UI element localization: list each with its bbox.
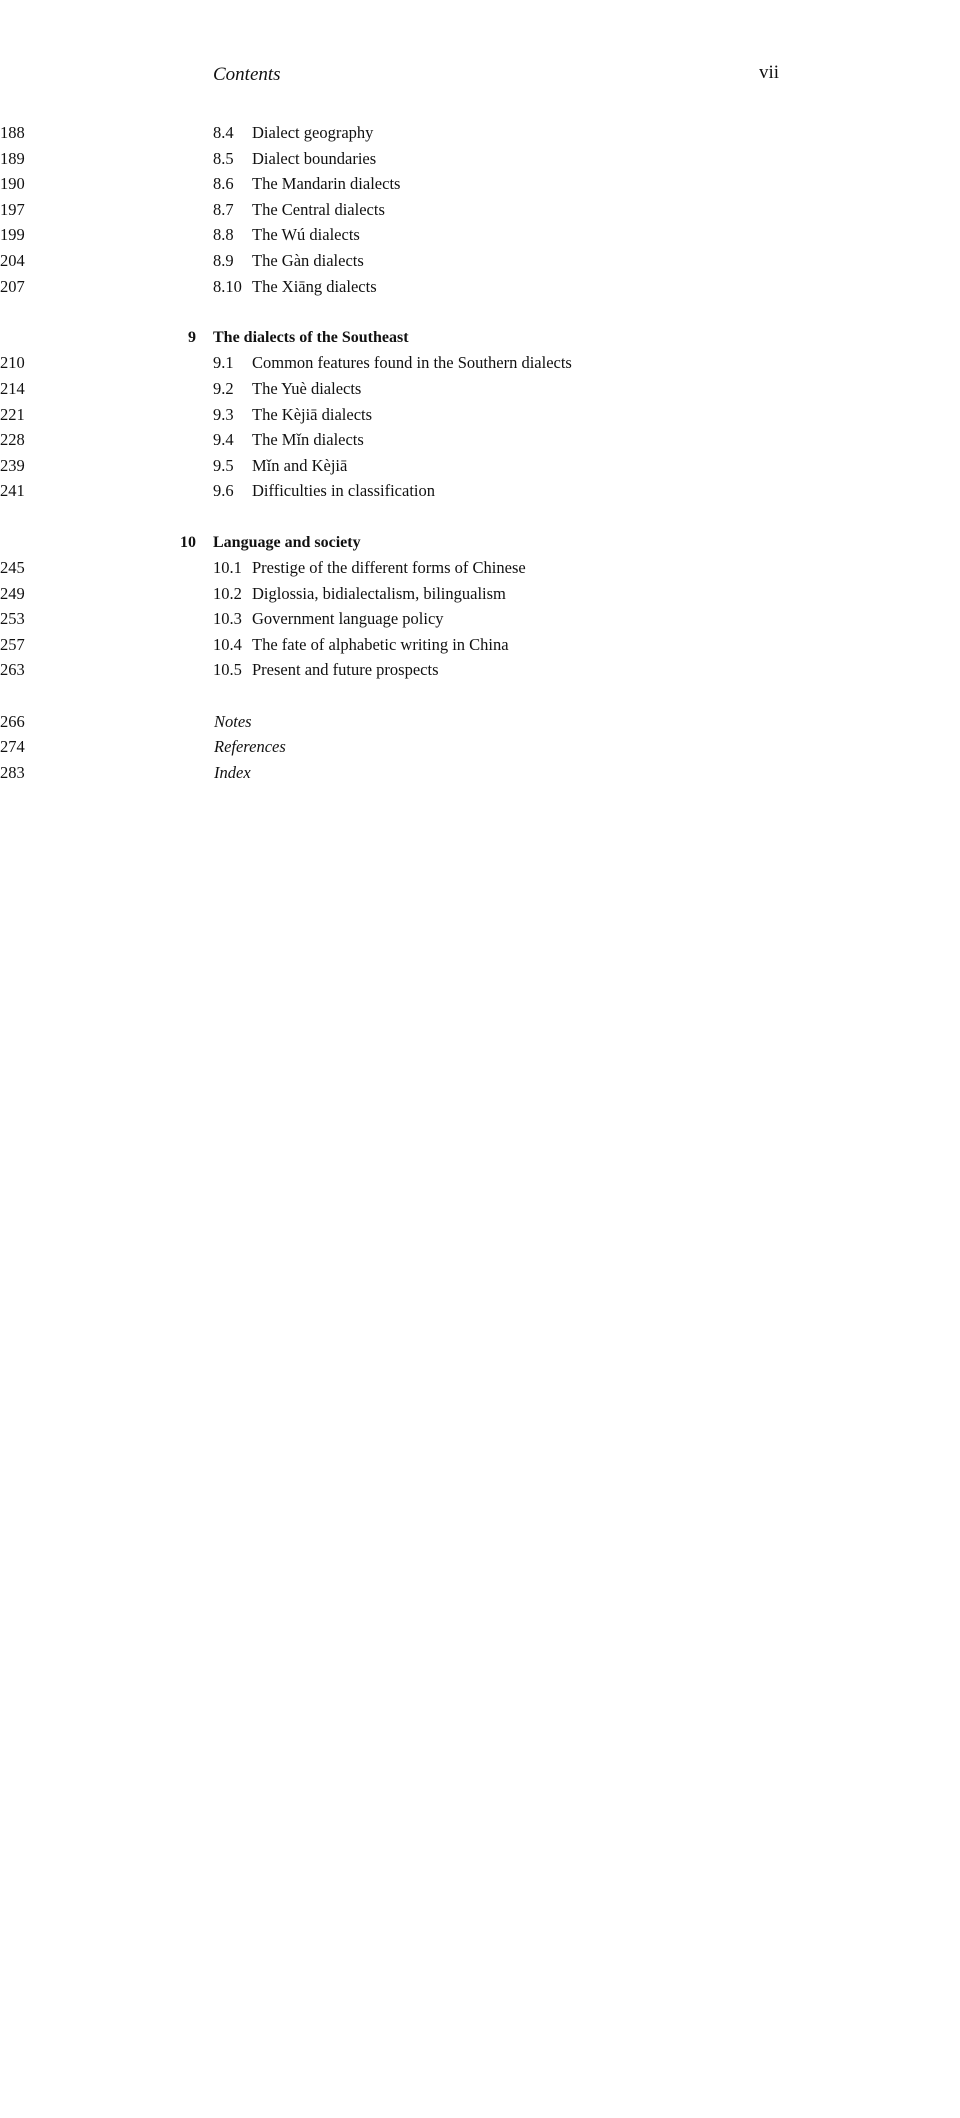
chapter-number: 10 [180,533,196,551]
entry-page: 239 [0,455,25,475]
entry-page: 188 [0,123,25,142]
entry-number: 9.6 [213,481,234,501]
running-page-number: vii [758,62,779,83]
toc-entry [0,402,960,428]
entry-number: 9.4 [213,430,234,450]
back-matter-entry [0,760,960,786]
entry-number: 10.3 [213,609,242,629]
toc-entry [0,146,960,172]
entry-page: 197 [0,199,25,219]
entry-number: 10.5 [213,660,242,680]
entry-title: Notes [214,711,252,731]
entry-number: 9.5 [213,455,234,475]
entry-page: 210 [0,353,25,373]
toc-entry [0,555,960,581]
entry-title: Common features found in the Southern dialects [252,353,572,373]
entry-page: 207 [0,276,25,296]
entry-number: 8.4 [213,123,234,142]
toc-entry [0,478,960,504]
chapter-number: 9 [188,328,196,346]
entry-page: 263 [0,660,25,680]
entry-page: 241 [0,481,25,501]
toc-entry [0,632,960,658]
entry-page: 228 [0,430,25,450]
chapter-title: Language and society [213,533,361,551]
entry-title: Present and future prospects [252,660,439,680]
table-of-contents [0,120,960,785]
entry-page: 266 [0,711,25,731]
entry-title: Prestige of the different forms of Chinese [252,558,526,578]
entry-number: 8.7 [213,199,234,219]
entry-title: Index [214,762,251,782]
entry-number: 9.1 [213,353,234,373]
running-head [213,64,779,92]
toc-entry [0,606,960,632]
entry-page: 253 [0,609,25,629]
entry-title: The Yuè dialects [252,378,362,398]
entry-page: 204 [0,250,25,270]
toc-entry [0,453,960,479]
entry-title: The Mandarin dialects [252,174,401,194]
entry-title: References [214,737,286,757]
entry-page: 245 [0,558,25,578]
toc-entry [0,171,960,197]
entry-page: 274 [0,737,25,757]
entry-title: The Gàn dialects [252,250,364,270]
running-title: Contents [213,64,281,85]
entry-number: 8.8 [213,225,234,245]
chapter-heading [0,530,960,556]
entry-number: 10.4 [213,634,242,654]
entry-title: Government language policy [252,609,444,629]
entry-title: Dialect boundaries [252,148,377,168]
entry-page: 189 [0,148,25,168]
toc-entry [0,427,960,453]
entry-title: Difficulties in classification [252,481,435,501]
entry-number: 10.1 [213,558,242,578]
toc-entry [0,350,960,376]
entry-page: 214 [0,378,25,398]
entry-number: 8.10 [213,276,242,296]
entry-title: The Wú dialects [252,225,360,245]
entry-page: 249 [0,583,25,603]
entry-title: Mǐn and Kèjiā [252,455,348,475]
toc-entry [0,581,960,607]
entry-title: The Mǐn dialects [252,430,364,450]
entry-page: 199 [0,225,25,245]
entry-title: The Xiāng dialects [252,276,377,296]
entry-number: 10.2 [213,583,242,603]
entry-title: Diglossia, bidialectalism, bilingualism [252,583,506,603]
entry-page: 190 [0,174,25,194]
entry-title: The fate of alphabetic writing in China [252,634,509,654]
toc-entry [0,222,960,248]
entry-title: Dialect geography [252,123,374,142]
entry-page: 257 [0,634,25,654]
entry-number: 8.9 [213,250,234,270]
back-matter-entry [0,734,960,760]
toc-entry [0,274,960,300]
chapter-title: The dialects of the Southeast [213,328,409,346]
entry-number: 8.5 [213,148,234,168]
entry-title: The Central dialects [252,199,385,219]
entry-number: 9.3 [213,404,234,424]
entry-number: 9.2 [213,378,234,398]
toc-entry [0,376,960,402]
toc-entry [0,120,960,146]
toc-entry [0,197,960,223]
entry-number: 8.6 [213,174,234,194]
toc-entry [0,248,960,274]
entry-page: 283 [0,762,25,782]
entry-page: 221 [0,404,25,424]
back-matter-entry [0,709,960,735]
chapter-heading [0,325,960,351]
toc-entry [0,657,960,683]
entry-title: The Kèjiā dialects [252,404,373,424]
